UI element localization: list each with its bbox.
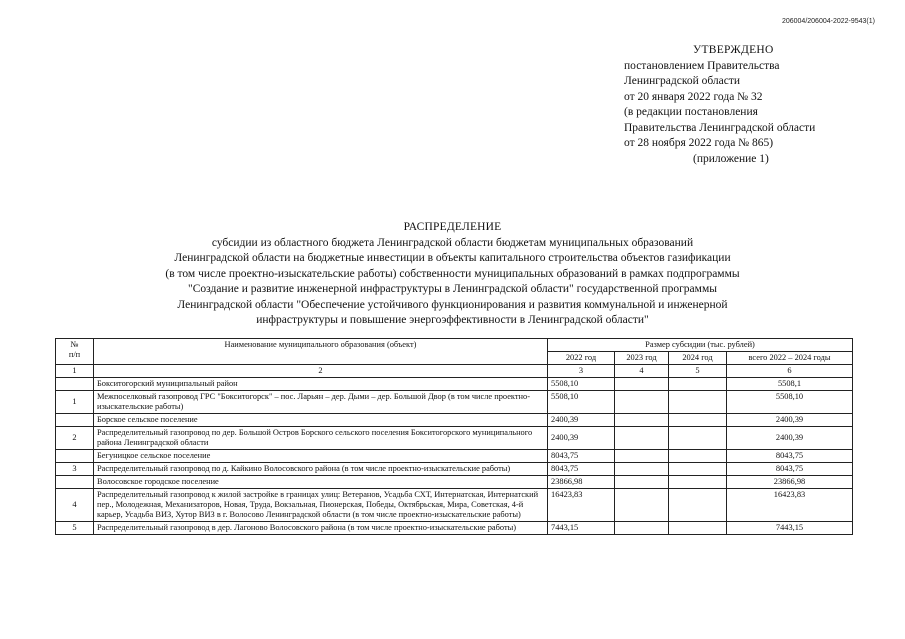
header-num: № п/п xyxy=(56,339,94,365)
row-num xyxy=(56,476,94,489)
header-2022: 2022 год xyxy=(548,352,615,365)
row-num: 1 xyxy=(56,391,94,414)
approval-line: постановлением Правительства xyxy=(624,59,780,72)
document-title: РАСПРЕДЕЛЕНИЕ xyxy=(403,221,502,233)
header-total: всего 2022 – 2024 годы xyxy=(727,352,853,365)
row-name: Бегуницкое сельское поселение xyxy=(94,450,548,463)
row-name: Распределительный газопровод по дер. Большой Остров Борского сельского поселения Бокситогорского муниципального района Ленинградской области xyxy=(94,427,548,450)
row-total: 2400,39 xyxy=(727,427,853,450)
table-row xyxy=(56,522,853,535)
row-2022: 7443,15 xyxy=(548,522,615,535)
approval-title: УТВЕРЖДЕНО xyxy=(693,44,774,56)
row-name: Распределительный газопровод по д. Кайкино Волосовского района (в том числе проектно-изыскательские работы) xyxy=(94,463,548,476)
approval-appendix: (приложение 1) xyxy=(693,152,769,165)
row-2022: 8043,75 xyxy=(548,450,615,463)
row-num xyxy=(56,414,94,427)
row-2023 xyxy=(615,414,669,427)
row-2023 xyxy=(615,378,669,391)
header-name: Наименование муниципального образования (объект) xyxy=(94,339,548,365)
row-num: 2 xyxy=(56,427,94,450)
row-2022: 5508,10 xyxy=(548,378,615,391)
row-2024 xyxy=(669,522,727,535)
row-2022: 8043,75 xyxy=(548,463,615,476)
approval-line: от 20 января 2022 года № 32 xyxy=(624,90,763,103)
row-2024 xyxy=(669,489,727,522)
heading-line: "Создание и развитие инженерной инфраструктуры в Ленинградской области" государственной программы xyxy=(188,283,717,295)
row-name: Борское сельское поселение xyxy=(94,414,548,427)
heading-line: субсидии из областного бюджета Ленинградской области бюджетам муниципальных образований xyxy=(211,236,694,249)
row-2023 xyxy=(615,522,669,535)
table-row xyxy=(56,476,853,489)
row-2024 xyxy=(669,450,727,463)
heading-line: инфраструктуры и повышение энергоэффективности в Ленинградской области" xyxy=(256,314,649,326)
heading-line: Ленинградской области "Обеспечение устойчивого функционирования и развития коммунальной и инженерной xyxy=(177,298,728,311)
row-2024 xyxy=(669,463,727,476)
header-size: Размер субсидии (тыс. рублей) xyxy=(548,339,853,352)
heading-line: Ленинградской области на бюджетные инвестиции в объекты капитального строительства объектов газификации xyxy=(174,252,731,264)
row-2022: 16423,83 xyxy=(548,489,615,522)
row-2023 xyxy=(615,489,669,522)
column-number: 6 xyxy=(727,365,853,378)
row-2022: 5508,10 xyxy=(548,391,615,414)
row-total: 5508,1 xyxy=(727,378,853,391)
row-2024 xyxy=(669,391,727,414)
row-2024 xyxy=(669,427,727,450)
approval-line: (в редакции постановления xyxy=(624,106,758,118)
row-total: 16423,83 xyxy=(727,489,853,522)
row-num: 5 xyxy=(56,522,94,535)
row-2022: 2400,39 xyxy=(548,427,615,450)
table-row xyxy=(56,414,853,427)
approval-line: от 28 ноября 2022 года № 865) xyxy=(624,137,774,149)
row-total: 8043,75 xyxy=(727,463,853,476)
column-number: 2 xyxy=(94,365,548,378)
column-number: 5 xyxy=(669,365,727,378)
row-2024 xyxy=(669,378,727,391)
row-total: 8043,75 xyxy=(727,450,853,463)
table-row xyxy=(56,450,853,463)
table-row xyxy=(56,489,853,522)
row-2023 xyxy=(615,450,669,463)
row-2023 xyxy=(615,476,669,489)
table-row xyxy=(56,463,853,476)
row-2023 xyxy=(615,391,669,414)
row-2022: 23866,98 xyxy=(548,476,615,489)
row-2022: 2400,39 xyxy=(548,414,615,427)
header-2023: 2023 год xyxy=(615,352,669,365)
approval-block xyxy=(624,43,894,167)
row-num: 3 xyxy=(56,463,94,476)
row-name: Бокситогорский муниципальный район xyxy=(94,378,548,391)
row-name: Межпоселковый газопровод ГРС "Бокситогорск" – пос. Ларьян – дер. Дыми – дер. Большой Двор (в том числе проектно-изыскательские работы) xyxy=(94,391,548,414)
document-heading xyxy=(0,220,905,329)
column-number: 4 xyxy=(615,365,669,378)
approval-line: Ленинградской области xyxy=(624,75,741,87)
row-total: 5508,10 xyxy=(727,391,853,414)
heading-line: (в том числе проектно-изыскательские работы) собственности муниципальных образований в рамках подпрограммы xyxy=(165,267,740,280)
row-num xyxy=(56,378,94,391)
subsidy-table xyxy=(55,338,853,535)
row-num xyxy=(56,450,94,463)
row-num: 4 xyxy=(56,489,94,522)
row-name: Распределительный газопровод в дер. Лагоново Волосовского района (в том числе проектно-изыскательские работы) xyxy=(94,522,548,535)
table-row xyxy=(56,427,853,450)
row-2024 xyxy=(669,414,727,427)
row-total: 2400,39 xyxy=(727,414,853,427)
document-id: 206004/206004-2022-9543(1) xyxy=(781,18,875,25)
row-name: Волосовское городское поселение xyxy=(94,476,548,489)
row-total: 7443,15 xyxy=(727,522,853,535)
column-number: 1 xyxy=(56,365,94,378)
approval-line: Правительства Ленинградской области xyxy=(624,121,816,134)
header-2024: 2024 год xyxy=(669,352,727,365)
row-name: Распределительный газопровод к жилой застройке в границах улиц: Ветеранов, Усадьба СХТ, Интернатская, Интернатский пер., Молодежная, Механизаторов, Новая, Труда, Вокзальная, Пионерская, Победы, Октябрьская, Мира, Советская, 4-й карьер, Усадьба ВИЗ, Хутор ВИЗ в г. Волосово Ленинградской области (в том числе проектно-изыскательские работы) xyxy=(94,489,548,522)
column-number: 3 xyxy=(548,365,615,378)
table-row xyxy=(56,378,853,391)
row-2024 xyxy=(669,476,727,489)
row-2023 xyxy=(615,463,669,476)
table-row xyxy=(56,391,853,414)
row-total: 23866,98 xyxy=(727,476,853,489)
row-2023 xyxy=(615,427,669,450)
